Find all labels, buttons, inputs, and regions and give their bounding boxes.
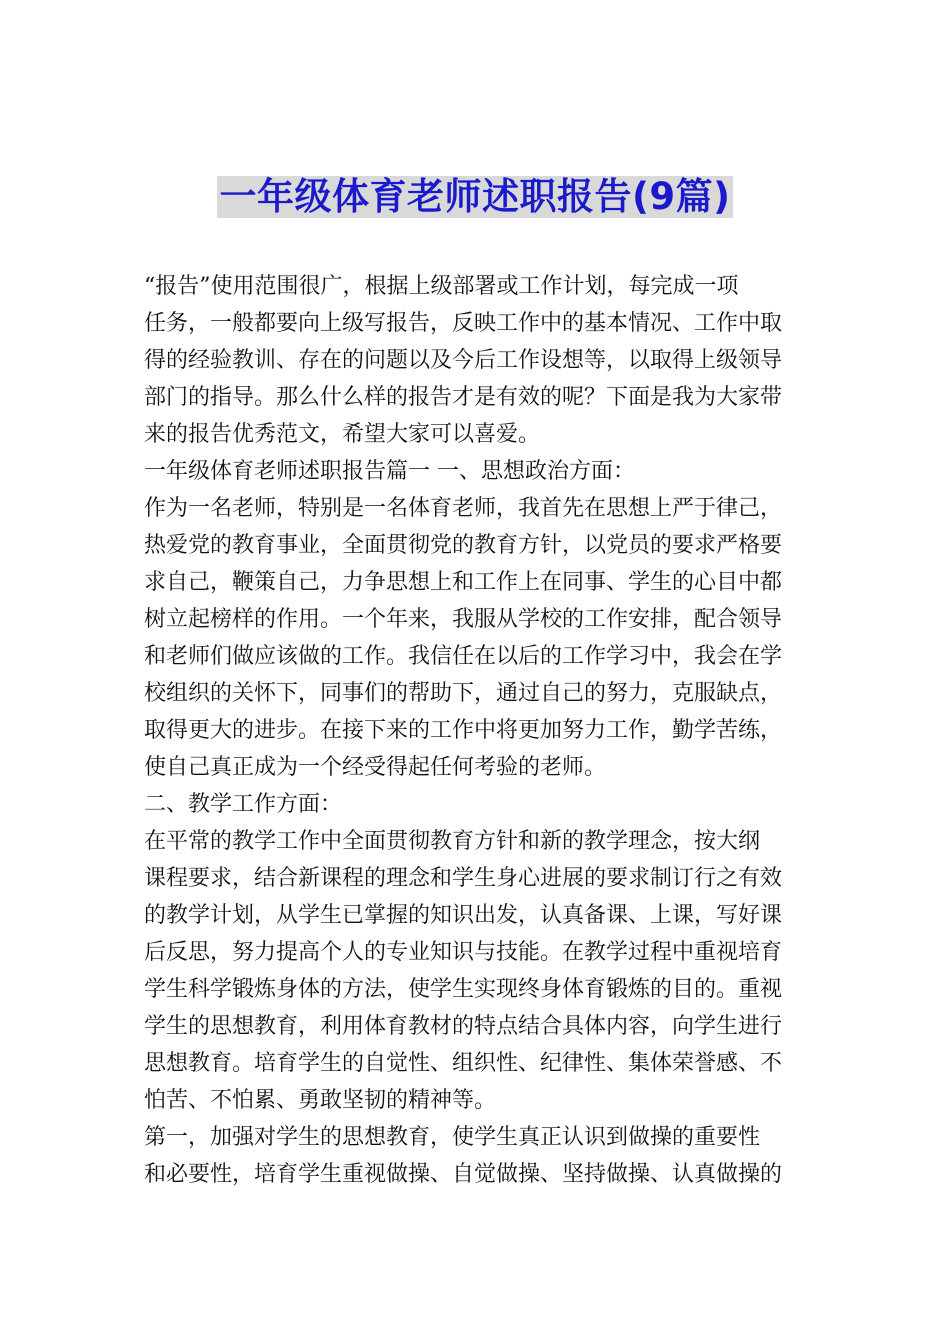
- text-line: 的教学计划，从学生已掌握的知识出发，认真备课、上课，写好课: [144, 903, 783, 928]
- section-heading-line: 一年级体育老师述职报告篇一 一、思想政治方面：: [144, 459, 635, 484]
- title-container: [0, 176, 950, 218]
- text-line: 来的报告优秀范文，希望大家可以喜爱。: [144, 422, 541, 447]
- text-line: 热爱党的教育事业，全面贯彻党的教育方针，以党员的要求严格要: [144, 533, 783, 558]
- text-line: 和必要性，培育学生重视做操、自觉做操、坚持做操、认真做操的: [144, 1162, 783, 1187]
- text-line: 得的经验教训、存在的问题以及今后工作设想等，以取得上级领导: [144, 348, 783, 373]
- text-line: 课程要求，结合新课程的理念和学生身心进展的要求制订行之有效: [144, 866, 783, 891]
- text-line: 取得更大的进步。在接下来的工作中将更加努力工作，勤学苦练，: [144, 718, 783, 743]
- text-line: 学生的思想教育，利用体育教材的特点结合具体内容，向学生进行: [144, 1014, 783, 1039]
- text-line: 后反思，努力提高个人的专业知识与技能。在教学过程中重视培育: [144, 940, 783, 965]
- section-heading-line: 二、教学工作方面：: [144, 792, 343, 817]
- text-line: 思想教育。培育学生的自觉性、组织性、纪律性、集体荣誉感、不: [144, 1051, 783, 1076]
- text-line: 部门的指导。那么什么样的报告才是有效的呢？下面是我为大家带: [144, 385, 783, 410]
- text-line: 作为一名老师，特别是一名体育老师，我首先在思想上严于律己，: [144, 496, 783, 521]
- text-line: 任务，一般都要向上级写报告，反映工作中的基本情况、工作中取: [144, 311, 783, 336]
- text-line: “报告”使用范围很广，根据上级部署或工作计划，每完成一项: [144, 274, 739, 299]
- text-line: 校组织的关怀下，同事们的帮助下，通过自己的努力，克服缺点，: [144, 681, 783, 706]
- text-line: 在平常的教学工作中全面贯彻教育方针和新的教学理念，按大纲: [144, 829, 761, 854]
- text-line: 使自己真正成为一个经受得起任何考验的老师。: [144, 755, 607, 780]
- text-line: 第一，加强对学生的思想教育，使学生真正认识到做操的重要性: [144, 1125, 761, 1150]
- document-title: 一年级体育老师述职报告(9篇): [219, 175, 731, 218]
- text-line: 求自己，鞭策自己，力争思想上和工作上在同事、学生的心目中都: [144, 570, 783, 595]
- text-line: 树立起榜样的作用。一个年来，我服从学校的工作安排，配合领导: [144, 607, 783, 632]
- text-line: 怕苦、不怕累、勇敢坚韧的精神等。: [144, 1088, 497, 1113]
- text-line: 学生科学锻炼身体的方法，使学生实现终身体育锻炼的目的。重视: [144, 977, 783, 1002]
- document-body: [144, 268, 809, 1193]
- text-line: 和老师们做应该做的工作。我信任在以后的工作学习中，我会在学: [144, 644, 783, 669]
